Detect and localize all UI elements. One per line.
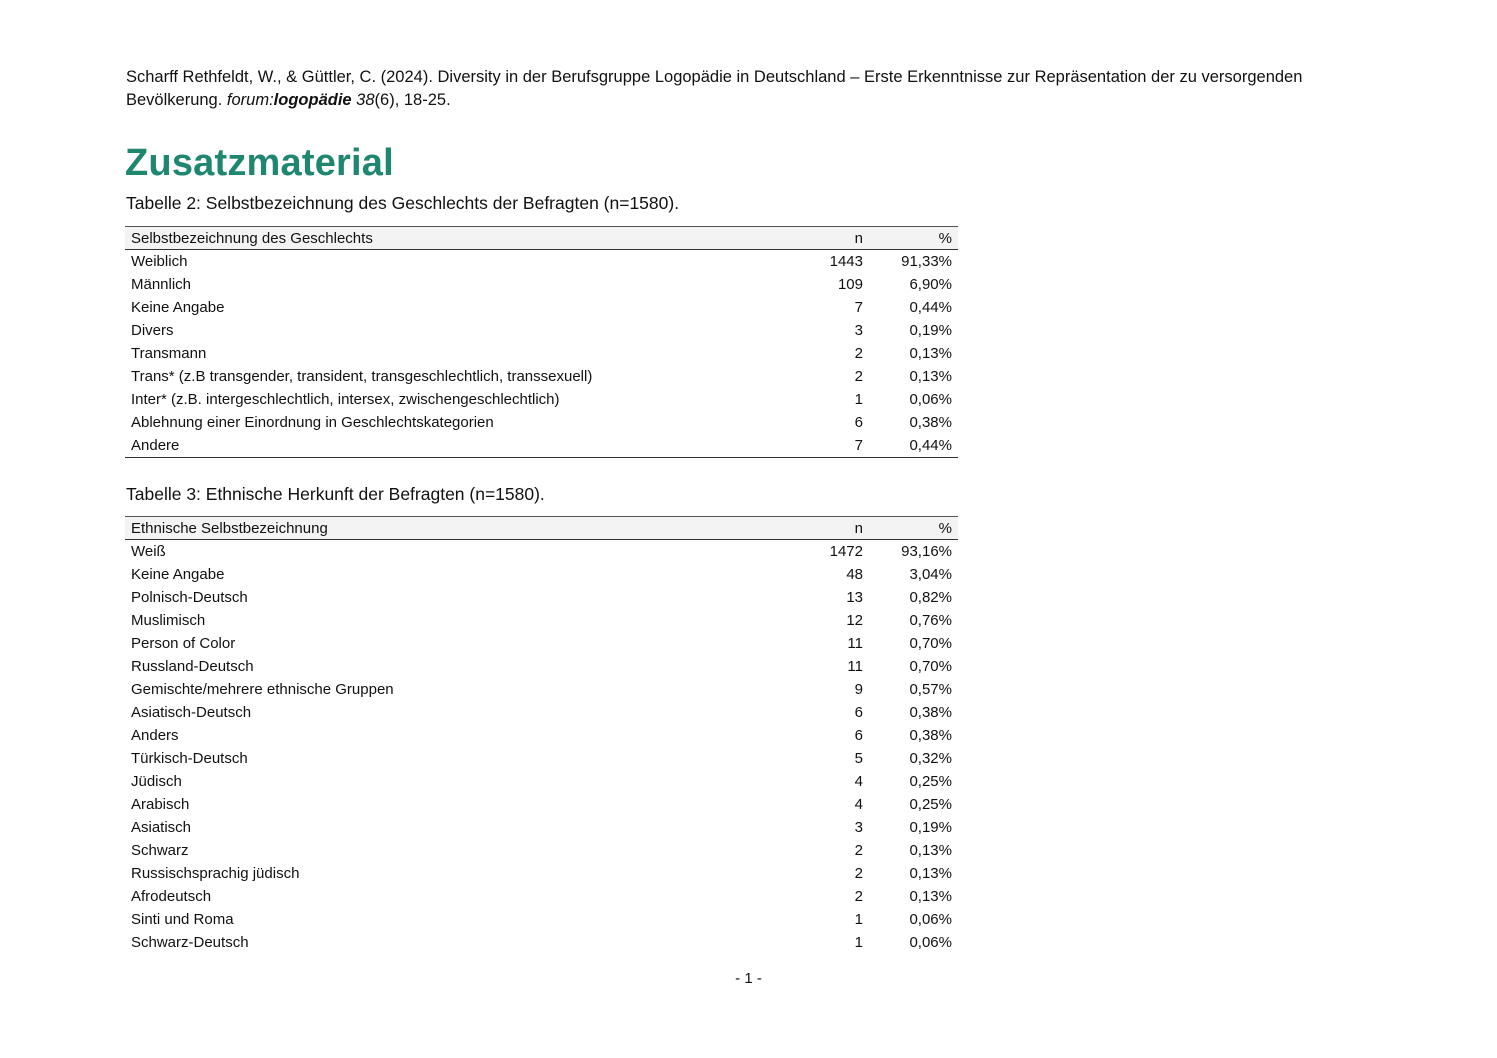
table-row (125, 319, 958, 342)
cell-percent: 0,25% (909, 773, 952, 790)
table-row (125, 586, 958, 609)
table-row (125, 816, 958, 839)
column-header-percent: % (869, 517, 958, 540)
cell-percent: 0,82% (909, 589, 952, 606)
table-row (125, 724, 958, 747)
journal-volume: 38 (351, 91, 375, 109)
cell-percent: 6,90% (909, 276, 952, 293)
cell-percent: 0,19% (909, 819, 952, 836)
table-row (125, 770, 958, 793)
cell-percent: 0,13% (909, 842, 952, 859)
cell-label: Polnisch-Deutsch (131, 589, 248, 606)
table-row (125, 908, 958, 931)
cell-label: Sinti und Roma (131, 911, 234, 928)
cell-label: Türkisch-Deutsch (131, 750, 248, 767)
gender-table (125, 226, 958, 458)
cell-percent: 0,70% (909, 658, 952, 675)
cell-percent: 0,06% (909, 911, 952, 928)
ethnicity-table (125, 516, 958, 954)
cell-label: Andere (125, 434, 805, 458)
table-row (125, 862, 958, 885)
cell-label: Gemischte/mehrere ethnische Gruppen (131, 681, 394, 698)
cell-percent: 0,06% (909, 391, 952, 408)
cell-percent: 0,25% (909, 796, 952, 813)
cell-percent: 0,38% (909, 414, 952, 431)
cell-n: 3 (854, 819, 863, 836)
table-row (125, 250, 958, 274)
cell-n: 12 (846, 612, 863, 629)
table2-caption: Tabelle 2: Selbstbezeichnung des Geschlechts der Befragten (n=1580). (126, 193, 680, 213)
cell-label: Russischsprachig jüdisch (131, 865, 300, 882)
cell-percent: 93,16% (901, 543, 952, 560)
cell-percent: 0,13% (909, 345, 952, 362)
cell-n: 2 (854, 865, 863, 882)
cell-n: 4 (854, 773, 863, 790)
column-header-n: n (805, 517, 869, 540)
cell-percent: 0,13% (909, 888, 952, 905)
cell-label: Trans* (z.B transgender, transident, transgeschlechtlich, transsexuell) (131, 368, 593, 385)
cell-label: Transmann (131, 345, 207, 362)
cell-percent: 91,33% (901, 253, 952, 270)
table3-caption: Tabelle 3: Ethnische Herkunft der Befragten (n=1580). (126, 484, 545, 504)
cell-n: 2 (854, 368, 863, 385)
citation-text: Scharff Rethfeldt, W., & Güttler, C. (2024). Diversity in der Berufsgruppe Logopädie in Deutschland – Erste Erkenntnisse zur Repräsentation der zu versorgenden Bevölkerung. (126, 68, 1303, 109)
cell-percent: 3,04% (909, 566, 952, 583)
table-row (125, 701, 958, 724)
cell-percent: 0,70% (909, 635, 952, 652)
table-row (125, 296, 958, 319)
table-header-row (125, 517, 958, 540)
table-row (125, 540, 958, 564)
column-header-n: n (805, 227, 869, 250)
cell-percent: 0,57% (909, 681, 952, 698)
journal-name-prefix: forum: (226, 91, 274, 109)
table-header-row (125, 227, 958, 250)
cell-n: 6 (854, 704, 863, 721)
cell-n: 7 (854, 299, 863, 316)
table-row (125, 747, 958, 770)
cell-label: Russland-Deutsch (131, 658, 254, 675)
table-row (125, 885, 958, 908)
cell-n: 48 (846, 566, 863, 583)
cell-label: Weiß (131, 543, 166, 560)
cell-n: 1443 (829, 253, 863, 270)
cell-label: Jüdisch (131, 773, 182, 790)
cell-label: Keine Angabe (131, 299, 225, 316)
cell-percent: 0,38% (909, 704, 952, 721)
cell-label: Asiatisch-Deutsch (131, 704, 252, 721)
table-row (125, 342, 958, 365)
cell-n: 6 (854, 414, 863, 431)
cell-n: 5 (854, 750, 863, 767)
cell-label: Schwarz-Deutsch (131, 934, 249, 951)
table-row (125, 655, 958, 678)
column-header-percent: % (869, 227, 958, 250)
table-row (125, 365, 958, 388)
page-number: - 1 - (735, 970, 762, 987)
table-row (125, 793, 958, 816)
journal-name: logopädie (273, 91, 352, 109)
cell-n: 109 (837, 276, 863, 293)
cell-percent: 0,44% (909, 299, 952, 316)
cell-percent: 0,76% (909, 612, 952, 629)
table-row (125, 273, 958, 296)
cell-percent: 0,44% (869, 434, 958, 458)
cell-n: 6 (854, 727, 863, 744)
cell-label: Asiatisch (131, 819, 192, 836)
cell-n: 2 (854, 345, 863, 362)
cell-percent: 0,19% (909, 322, 952, 339)
table-row (125, 632, 958, 655)
table-row (125, 678, 958, 701)
column-header-label: Selbstbezeichnung des Geschlechts (125, 227, 805, 250)
cell-label: Anders (131, 727, 179, 744)
cell-n: 1 (854, 911, 863, 928)
table-row (125, 388, 958, 411)
cell-n: 1 (854, 934, 863, 951)
cell-n: 1472 (829, 543, 863, 560)
table-row (125, 434, 958, 458)
cell-label: Keine Angabe (131, 566, 225, 583)
table-row (125, 563, 958, 586)
cell-label: Divers (131, 322, 174, 339)
cell-n: 13 (846, 589, 863, 606)
cell-percent: 0,32% (909, 750, 952, 767)
cell-n: 1 (854, 391, 863, 408)
cell-label: Muslimisch (131, 612, 206, 629)
table-row (125, 931, 958, 954)
citation-issue-pages: (6), 18-25. (374, 91, 451, 109)
cell-n: 11 (847, 635, 863, 652)
page-title: Zusatzmaterial (125, 142, 394, 184)
cell-label: Person of Color (131, 635, 236, 652)
cell-n: 4 (854, 796, 863, 813)
cell-percent: 0,13% (909, 368, 952, 385)
ethnicity-table-body (125, 540, 958, 955)
cell-label: Arabisch (131, 796, 190, 813)
gender-table-body (125, 250, 958, 458)
table-row (125, 609, 958, 632)
cell-label: Männlich (131, 276, 192, 293)
cell-percent: 0,13% (909, 865, 952, 882)
cell-label: Inter* (z.B. intergeschlechtlich, intersex, zwischengeschlechtlich) (131, 391, 560, 408)
cell-n: 11 (847, 658, 863, 675)
cell-n: 7 (805, 434, 869, 458)
cell-label: Afrodeutsch (131, 888, 212, 905)
cell-percent: 0,38% (909, 727, 952, 744)
table-row (125, 839, 958, 862)
table-row (125, 411, 958, 434)
cell-label: Schwarz (131, 842, 189, 859)
cell-label: Weiblich (131, 253, 188, 270)
citation (126, 66, 1326, 112)
cell-n: 2 (854, 888, 863, 905)
cell-percent: 0,06% (909, 934, 952, 951)
cell-n: 9 (854, 681, 863, 698)
cell-label: Ablehnung einer Einordnung in Geschlechtskategorien (131, 414, 494, 431)
cell-n: 3 (854, 322, 863, 339)
cell-n: 2 (854, 842, 863, 859)
column-header-label: Ethnische Selbstbezeichnung (125, 517, 805, 540)
